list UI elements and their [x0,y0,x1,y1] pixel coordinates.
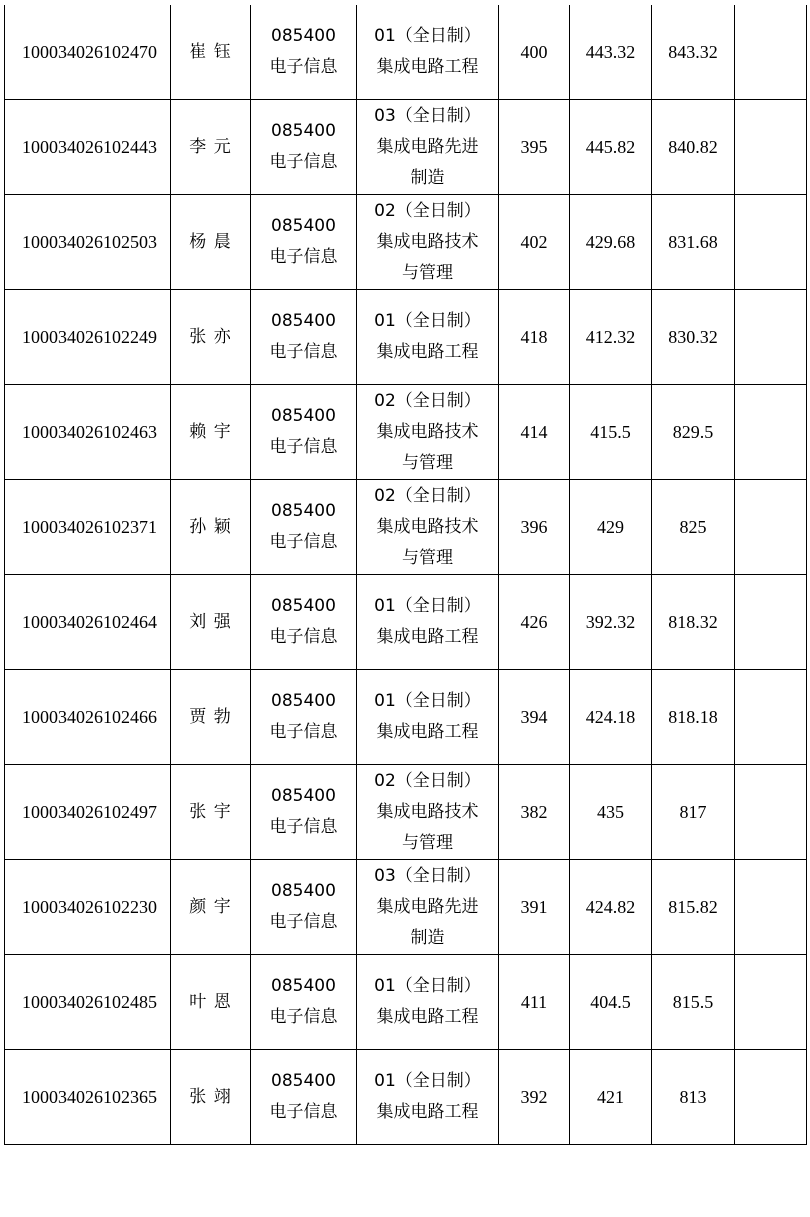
research-direction-cell [357,480,499,575]
table-row [5,1050,807,1145]
candidate-id-cell: 100034026102466 [5,670,171,765]
research-direction-line: 集成电路工程 [376,627,479,647]
major-name: 电子信息 [269,247,338,267]
remark-cell [735,860,807,955]
total-score-cell: 813 [652,1050,735,1145]
remark-cell [735,480,807,575]
research-direction-line: 01（全日制） [374,976,481,996]
candidate-id-cell: 100034026102470 [5,5,171,100]
remark-cell [735,955,807,1050]
research-direction-line: 与管理 [402,452,453,473]
major-code: 085400 [271,501,336,521]
major-code: 085400 [271,406,336,426]
major-cell [251,100,357,195]
research-direction-line: 01（全日制） [374,311,481,331]
table-row [5,765,807,860]
candidate-name-cell [171,955,251,1050]
table-row [5,5,807,100]
research-direction-line: 01（全日制） [374,1071,481,1091]
remark-cell [735,385,807,480]
candidate-name-cell [171,5,251,100]
research-direction-line: 02（全日制） [374,485,481,506]
candidate-name: 崔 钰 [189,41,232,62]
table-row [5,195,807,290]
candidate-id-cell: 100034026102365 [5,1050,171,1145]
candidate-name: 赖 宇 [189,421,232,442]
initial-score-cell: 394 [499,670,570,765]
table-row [5,100,807,195]
candidate-name-cell [171,765,251,860]
retest-score-cell: 404.5 [570,955,652,1050]
major-name: 电子信息 [269,152,338,172]
total-score-cell: 815.82 [652,860,735,955]
retest-score-cell: 443.32 [570,5,652,100]
major-cell [251,575,357,670]
retest-score-cell: 424.82 [570,860,652,955]
research-direction-line: 集成电路工程 [376,57,479,77]
admission-table-wrapper [4,5,807,1145]
candidate-name: 叶 恩 [189,991,232,1012]
candidate-name: 贾 勃 [189,706,232,727]
total-score-cell: 818.32 [652,575,735,670]
initial-score-cell: 411 [499,955,570,1050]
remark-cell [735,670,807,765]
research-direction-line: 集成电路先进 [376,136,479,157]
candidate-id-cell: 100034026102371 [5,480,171,575]
major-name: 电子信息 [269,627,338,647]
table-row [5,480,807,575]
table-row [5,860,807,955]
major-name: 电子信息 [269,57,338,77]
candidate-id-cell: 100034026102503 [5,195,171,290]
research-direction-line: 集成电路先进 [376,896,479,917]
research-direction-cell [357,195,499,290]
total-score-cell: 815.5 [652,955,735,1050]
initial-score-cell: 426 [499,575,570,670]
retest-score-cell: 424.18 [570,670,652,765]
total-score-cell: 817 [652,765,735,860]
major-code: 085400 [271,121,336,141]
candidate-name-cell [171,480,251,575]
total-score-cell: 825 [652,480,735,575]
retest-score-cell: 412.32 [570,290,652,385]
research-direction-line: 01（全日制） [374,26,481,46]
research-direction-line: 与管理 [402,547,453,568]
remark-cell [735,5,807,100]
research-direction-line: 02（全日制） [374,770,481,791]
initial-score-cell: 382 [499,765,570,860]
research-direction-line: 集成电路技术 [376,231,479,252]
major-code: 085400 [271,26,336,46]
research-direction-line: 01（全日制） [374,596,481,616]
research-direction-line: 与管理 [402,262,453,283]
remark-cell [735,765,807,860]
total-score-cell: 830.32 [652,290,735,385]
major-name: 电子信息 [269,1007,338,1027]
research-direction-line: 02（全日制） [374,200,481,221]
research-direction-line: 集成电路技术 [376,421,479,442]
research-direction-line: 03（全日制） [374,105,481,126]
remark-cell [735,575,807,670]
candidate-name: 李 元 [189,136,232,157]
major-name: 电子信息 [269,1102,338,1122]
major-cell [251,1050,357,1145]
research-direction-line: 集成电路技术 [376,801,479,822]
initial-score-cell: 392 [499,1050,570,1145]
research-direction-cell [357,955,499,1050]
initial-score-cell: 395 [499,100,570,195]
candidate-id-cell: 100034026102443 [5,100,171,195]
candidate-id-cell: 100034026102464 [5,575,171,670]
research-direction-cell [357,860,499,955]
major-code: 085400 [271,1071,336,1091]
retest-score-cell: 392.32 [570,575,652,670]
retest-score-cell: 429 [570,480,652,575]
major-cell [251,955,357,1050]
candidate-id-cell: 100034026102230 [5,860,171,955]
candidate-name-cell [171,385,251,480]
major-name: 电子信息 [269,532,338,552]
research-direction-line: 与管理 [402,832,453,853]
major-cell [251,385,357,480]
retest-score-cell: 445.82 [570,100,652,195]
research-direction-line: 集成电路工程 [376,722,479,742]
candidate-name-cell [171,290,251,385]
table-body [5,5,807,1145]
initial-score-cell: 414 [499,385,570,480]
major-name: 电子信息 [269,817,338,837]
total-score-cell: 840.82 [652,100,735,195]
remark-cell [735,195,807,290]
major-code: 085400 [271,786,336,806]
research-direction-line: 集成电路技术 [376,516,479,537]
research-direction-line: 制造 [410,927,445,948]
major-cell [251,195,357,290]
total-score-cell: 818.18 [652,670,735,765]
major-cell [251,765,357,860]
research-direction-cell [357,670,499,765]
initial-score-cell: 391 [499,860,570,955]
research-direction-cell [357,765,499,860]
table-row [5,575,807,670]
research-direction-line: 制造 [410,167,445,188]
candidate-name: 孙 颖 [189,516,232,537]
candidate-id-cell: 100034026102249 [5,290,171,385]
table-row [5,670,807,765]
remark-cell [735,100,807,195]
initial-score-cell: 400 [499,5,570,100]
initial-score-cell: 418 [499,290,570,385]
candidate-name: 杨 晨 [189,231,232,252]
candidate-name: 刘 强 [189,611,232,632]
total-score-cell: 843.32 [652,5,735,100]
retest-score-cell: 415.5 [570,385,652,480]
candidate-name: 颜 宇 [189,896,232,917]
research-direction-cell [357,5,499,100]
major-code: 085400 [271,216,336,236]
major-name: 电子信息 [269,437,338,457]
major-cell [251,860,357,955]
candidate-name: 张 翊 [189,1086,232,1107]
research-direction-cell [357,1050,499,1145]
candidate-name: 张 亦 [189,326,232,347]
major-code: 085400 [271,311,336,331]
candidate-name-cell [171,1050,251,1145]
candidate-name: 张 宇 [189,801,232,822]
candidate-name-cell [171,195,251,290]
remark-cell [735,1050,807,1145]
research-direction-cell [357,100,499,195]
major-code: 085400 [271,596,336,616]
major-cell [251,5,357,100]
candidate-name-cell [171,860,251,955]
research-direction-cell [357,385,499,480]
admission-table [4,5,807,1145]
table-row [5,955,807,1050]
table-row [5,290,807,385]
research-direction-line: 集成电路工程 [376,342,479,362]
major-name: 电子信息 [269,722,338,742]
research-direction-line: 集成电路工程 [376,1102,479,1122]
major-cell [251,480,357,575]
remark-cell [735,290,807,385]
retest-score-cell: 429.68 [570,195,652,290]
retest-score-cell: 435 [570,765,652,860]
research-direction-cell [357,575,499,670]
initial-score-cell: 396 [499,480,570,575]
total-score-cell: 831.68 [652,195,735,290]
major-cell [251,670,357,765]
research-direction-cell [357,290,499,385]
initial-score-cell: 402 [499,195,570,290]
table-row [5,385,807,480]
research-direction-line: 集成电路工程 [376,1007,479,1027]
major-cell [251,290,357,385]
research-direction-line: 01（全日制） [374,691,481,711]
candidate-name-cell [171,670,251,765]
major-code: 085400 [271,881,336,901]
total-score-cell: 829.5 [652,385,735,480]
candidate-name-cell [171,575,251,670]
major-name: 电子信息 [269,912,338,932]
major-code: 085400 [271,691,336,711]
candidate-id-cell: 100034026102485 [5,955,171,1050]
major-name: 电子信息 [269,342,338,362]
major-code: 085400 [271,976,336,996]
candidate-name-cell [171,100,251,195]
research-direction-line: 03（全日制） [374,865,481,886]
candidate-id-cell: 100034026102463 [5,385,171,480]
candidate-id-cell: 100034026102497 [5,765,171,860]
research-direction-line: 02（全日制） [374,390,481,411]
retest-score-cell: 421 [570,1050,652,1145]
